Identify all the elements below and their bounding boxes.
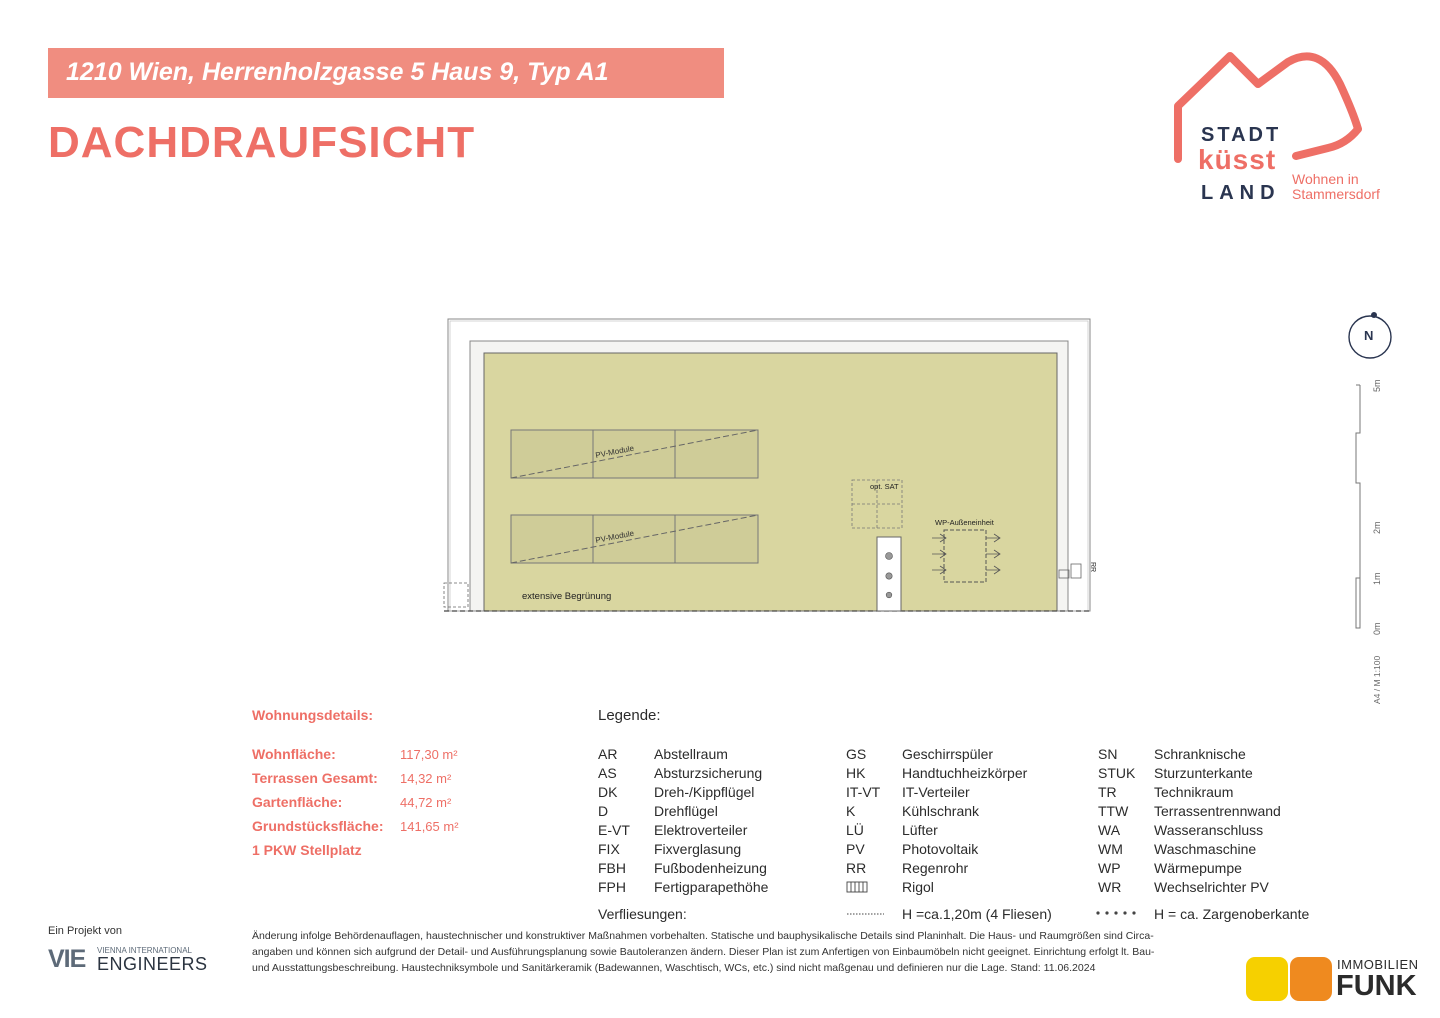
legend-text: Wasseranschluss <box>1154 822 1264 838</box>
legend-text: Drehflügel <box>654 803 718 819</box>
logo-kuesst: küsst <box>1198 144 1277 175</box>
legend-abbr: SN <box>1098 746 1118 762</box>
green-roof-area <box>484 353 1057 611</box>
heat-pump-label: WP-Außeneinheit <box>935 518 994 527</box>
legend-abbr: RR <box>846 860 867 876</box>
legend-text: Absturzsicherung <box>654 765 763 781</box>
legend-text: Handtuchheizkörper <box>902 765 1028 781</box>
project-by-label: Ein Projekt von <box>48 925 122 937</box>
logo-land: LAND <box>1201 182 1281 204</box>
detail-value: 14,32 m² <box>400 771 452 786</box>
legend-abbr: HK <box>846 765 866 781</box>
legend-text: Fertigparapethöhe <box>654 879 769 895</box>
legend-abbr: LÜ <box>846 822 864 838</box>
legend-text: Wechselrichter PV <box>1154 879 1269 895</box>
vie-logo-mark: VIE <box>48 945 86 973</box>
scale-tick-2m: 2m <box>1372 521 1382 534</box>
rr-label: RR <box>1089 562 1096 573</box>
logo-subtitle <box>1292 172 1380 202</box>
legend-abbr: DK <box>598 784 618 800</box>
sat-label: opt. SAT <box>870 482 899 491</box>
tiles-label: Verfliesungen: <box>598 906 687 922</box>
roof-hatch-shaft <box>877 537 901 611</box>
legend-text: Schranknische <box>1154 746 1246 762</box>
legend-abbr: FPH <box>598 879 626 895</box>
vie-logo-text: ENGINEERS <box>97 954 208 974</box>
legend-abbr: WA <box>1098 822 1121 838</box>
legend-text: Technikraum <box>1154 784 1234 800</box>
logo-sub-line1: Wohnen in <box>1292 171 1359 187</box>
tiles-dotted-line-icon <box>846 911 886 917</box>
tiles-dots-icon <box>1094 909 1138 917</box>
tiles-height-2: H = ca. Zargenoberkante <box>1154 906 1310 922</box>
legend-abbr: GS <box>846 746 867 762</box>
funk-logo-icon <box>1246 957 1334 1001</box>
legend-text: Wärmepumpe <box>1154 860 1242 876</box>
roof-plan-drawing <box>430 300 1120 630</box>
legend-text: Waschmaschine <box>1154 841 1257 857</box>
pv-module-label-1: PV-Module <box>594 443 635 460</box>
legend-text: Lüfter <box>902 822 938 838</box>
legend-abbr: PV <box>846 841 865 857</box>
legend-abbr: D <box>598 803 609 819</box>
legend-text: Sturzunterkante <box>1154 765 1253 781</box>
legend-text: Rigol <box>902 879 934 895</box>
legend-text: Abstellraum <box>654 746 728 762</box>
disclaimer <box>252 928 1322 976</box>
legend-text: Fußbodenheizung <box>654 860 767 876</box>
legend-abbr: AS <box>598 765 617 781</box>
project-address: 1210 Wien, Herrenholzgasse 5 Haus 9, Typ A1 <box>66 58 609 86</box>
legend-title: Legende: <box>598 707 661 724</box>
north-compass-icon <box>1344 308 1404 368</box>
vie-logo-subtitle: VIENNA INTERNATIONAL <box>97 946 192 955</box>
disclaimer-line: Änderung infolge Behördenauflagen, haustechnischer und konstruktiver Maßnahmen vorbehalten. Statische und bauphysikalische Details sind Planinhalt. Die Haus- und Raumgrößen sind Circa- <box>252 930 1154 942</box>
disclaimer-line: angaben und können sich aufgrund der Detail- und Ausführungsplanung sowie Bautoleranzen ändern. Dieser Plan ist zum Anfertigen von Einbaumöbeln nicht geeignet. Einrichtung erfolgt lt. Bau- <box>252 946 1155 958</box>
legend-abbr: IT-VT <box>846 784 881 800</box>
legend-abbr: FBH <box>598 860 626 876</box>
legend-text: Regenrohr <box>902 860 969 876</box>
funk-logo-text: FUNK <box>1336 970 1417 1002</box>
legend-abbr: AR <box>598 746 618 762</box>
tiles-height-1: H =ca.1,20m (4 Fliesen) <box>902 906 1052 922</box>
detail-value: 117,30 m² <box>400 747 458 762</box>
legend-text: Elektroverteiler <box>654 822 748 838</box>
rigol-icon <box>846 881 868 893</box>
logo-stadt: STADT <box>1201 124 1282 146</box>
legend-abbr: WP <box>1098 860 1121 876</box>
parking-detail: 1 PKW Stellplatz <box>252 842 362 858</box>
detail-label: Terrassen Gesamt: <box>252 770 378 786</box>
pv-module-array-2 <box>511 515 758 563</box>
details-title: Wohnungsdetails: <box>252 707 374 723</box>
legend-text: Photovoltaik <box>902 841 979 857</box>
legend-abbr: STUK <box>1098 765 1136 781</box>
scale-tick-1m: 1m <box>1372 572 1382 585</box>
scale-tick-5m: 5m <box>1372 379 1382 392</box>
extensive-greening-label: extensive Begrünung <box>522 591 612 602</box>
legend-text: Dreh-/Kippflügel <box>654 784 755 800</box>
page-title: DACHDRAUFSICHT <box>48 118 476 167</box>
scale-tick-0m: 0m <box>1372 622 1382 635</box>
detail-value: 141,65 m² <box>400 819 459 834</box>
legend-abbr: E-VT <box>598 822 630 838</box>
legend-abbr: WM <box>1098 841 1123 857</box>
legend-text: Kühlschrank <box>902 803 980 819</box>
detail-label: Grundstücksfläche: <box>252 818 384 834</box>
compass-label: N <box>1364 328 1374 343</box>
legend-abbr: K <box>846 803 856 819</box>
scale-bar <box>1340 370 1400 715</box>
legend-text: Fixverglasung <box>654 841 742 857</box>
legend-text: IT-Verteiler <box>902 784 970 800</box>
pv-module-label-2: PV-Module <box>594 528 635 545</box>
legend-abbr: FIX <box>598 841 620 857</box>
logo-sub-line2: Stammersdorf <box>1292 186 1380 202</box>
detail-value: 44,72 m² <box>400 795 452 810</box>
disclaimer-line: und Ausstattungsbeschreibung. Haustechniksymbole und Sanitärkeramik (Badewannen, Waschtisch, WCs, etc.) sind nicht maßgenau und definieren nur die Lage. Stand: 11.06.2024 <box>252 962 1096 974</box>
detail-label: Wohnfläche: <box>252 746 336 762</box>
funk-logo-subtitle: IMMOBILIEN <box>1337 957 1419 972</box>
legend-abbr: TR <box>1098 784 1117 800</box>
detail-label: Gartenfläche: <box>252 794 343 810</box>
scale-note: A4 / M 1:100 <box>1372 655 1382 704</box>
pv-module-array-1 <box>511 430 758 478</box>
legend-abbr: TTW <box>1098 803 1129 819</box>
legend-text: Geschirrspüler <box>902 746 994 762</box>
legend-text: Terrassentrennwand <box>1154 803 1281 819</box>
legend-abbr: WR <box>1098 879 1122 895</box>
